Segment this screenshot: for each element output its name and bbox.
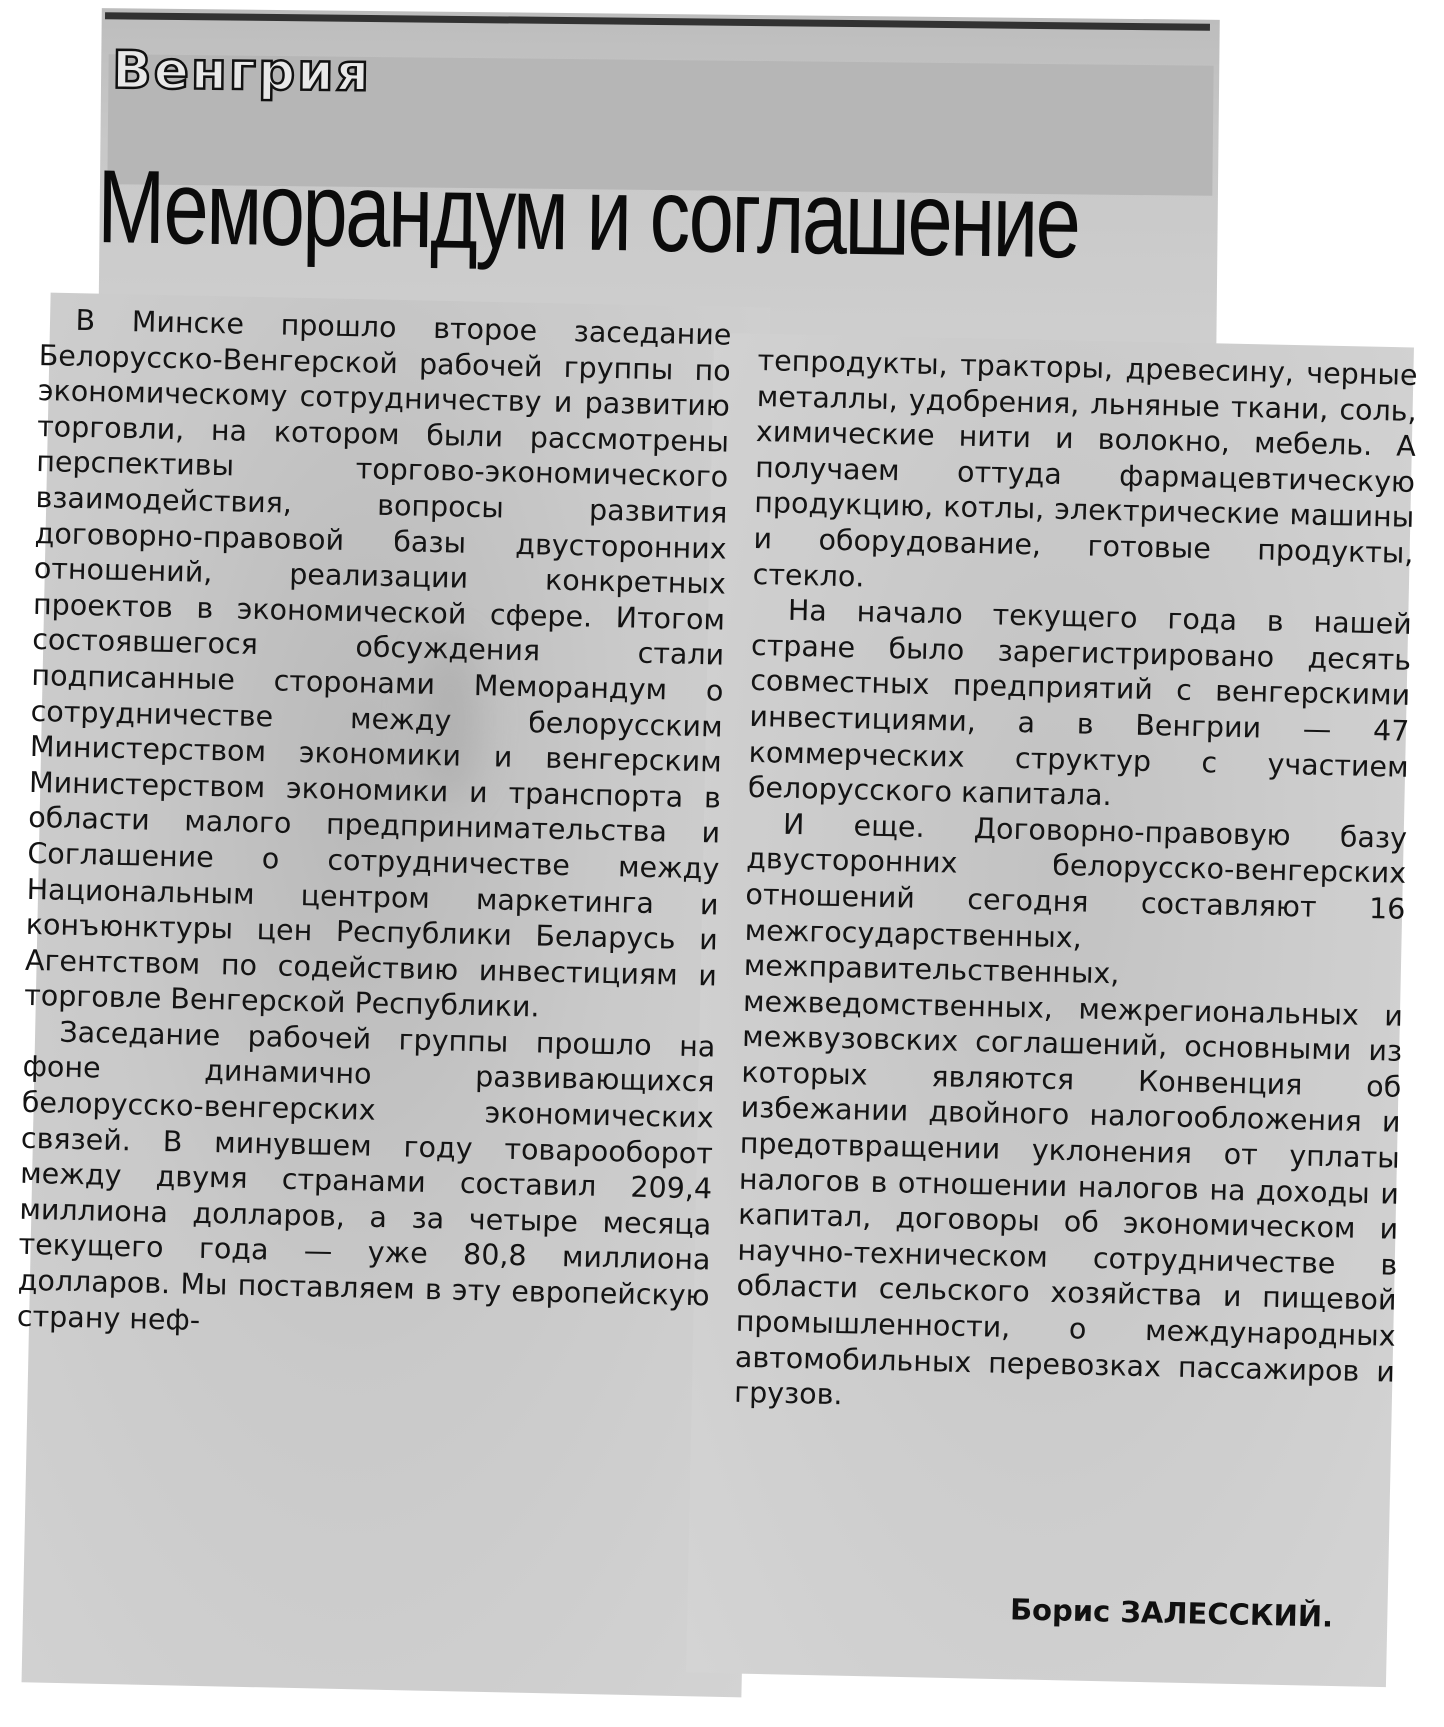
right-column (734, 343, 1418, 1426)
paragraph: На начало текущего года в нашей стране было зарегистрировано десять совместных предприятий с венгерскими инвестициями, а в Венгрии — 47 коммерческих структур с участием белорусского капитала. (747, 593, 1413, 813)
paragraph: И еще. Договорно-правовую базу двусторонних белорусско-венгерских отношений сегодня составляют 16 межгосударственных, межправительственных, межведомственных, межрегиональных и межвузовских соглашений, основными из которых являются Конвенция об избежании двойного налогообложения и предотвращении уклонения от уплаты налогов в отношении налогов на доходы и капитал, договоры об экономическом и научно-техническом сотрудничестве в области сельского хозяйства и пищевой промышленности, о международных автомобильных перевозках пассажиров и грузов. (733, 807, 1408, 1412)
rubric-label: Венгрия (111, 40, 372, 104)
paragraph: Заседание рабочей группы прошло на фоне динамично развивающихся белорусско-венгерских экономических связей. В минувшем году товарооборот между двумя странами составил 209,4 миллиона долларов, а за четыре месяца текущего года — уже 80,8 миллиона долларов. Мы поставляем в эту европейскую страну неф- (16, 1015, 716, 1337)
paragraph-continuation: тепродукты, тракторы, древесину, черные металлы, удобрения, льняные ткани, соль, химические нити и волокно, мебель. А получаем оттуда фармацевтическую продукцию, котлы, электрические машины и оборудование, готовые продукты, стекло. (752, 343, 1418, 594)
paragraph: В Минске прошло второе заседание Белорусско-Венгерской рабочей группы по экономическому сотрудничеству и развитию торговли, на котором были рассмотрены перспективы торгово-экономического взаимодействия, вопросы развития договорно-правовой базы двусторонних отношений, реализации конкретных проектов в экономической сфере. Итогом состоявшегося обсуждения стали подписанные сторонами Меморандум о сотрудничестве между белорусским Министерством экономики и венгерским Министерством экономики и транспорта в области малого предпринимательства и Соглашение о сотрудничестве между Национальным центром маркетинга и конъюнктуры цен Республики Беларусь и Агентством по содействию инвестициям и торговле Венгерской Республики. (23, 303, 732, 1024)
author-signature: Борис ЗАЛЕССКИЙ. (1009, 1592, 1334, 1634)
article-headline: Меморандум и соглашение (96, 149, 1080, 281)
left-column (17, 302, 732, 1350)
